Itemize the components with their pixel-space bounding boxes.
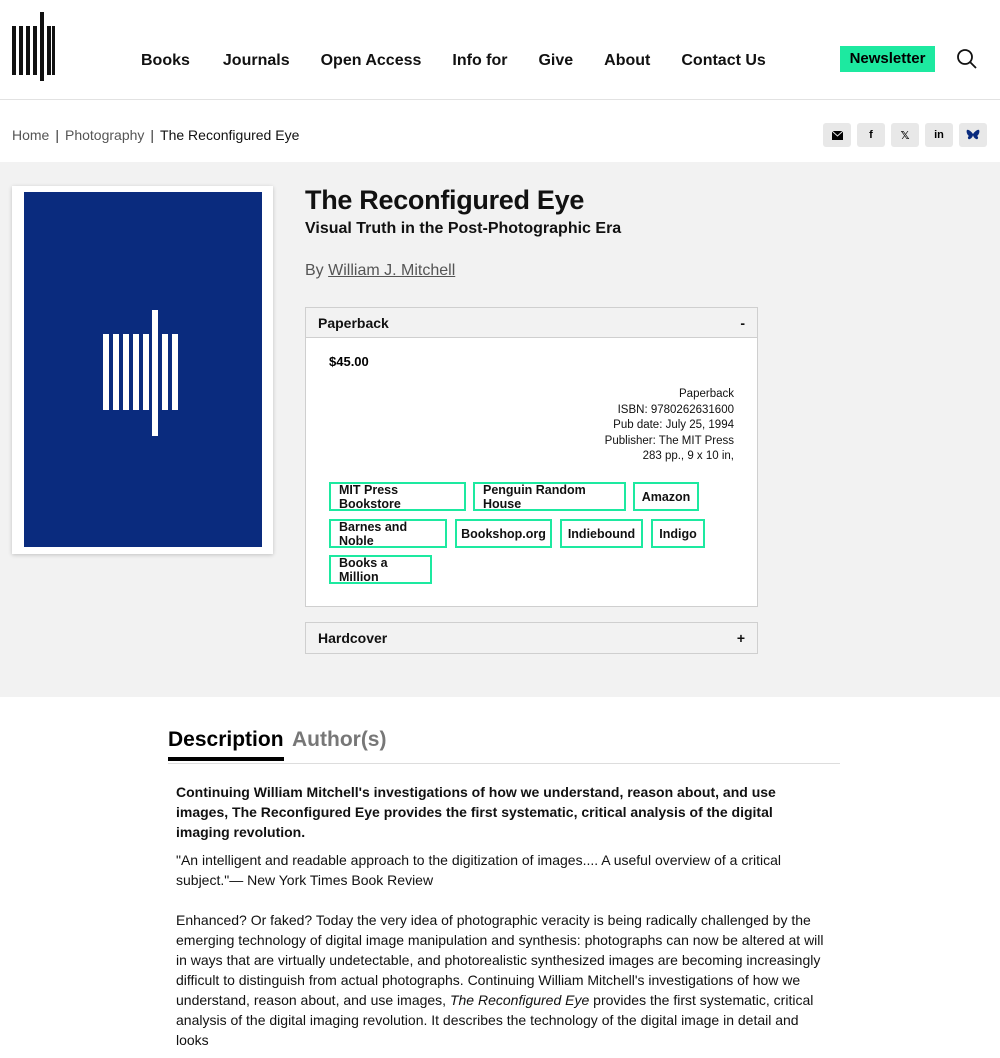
book-title: The Reconfigured Eye: [305, 185, 585, 215]
paperback-header[interactable]: [306, 308, 757, 338]
description-body: [176, 782, 826, 1058]
author-link[interactable]: William J. Mitchell: [328, 262, 456, 279]
content-tabs: [168, 728, 840, 764]
linkedin-icon[interactable]: in: [925, 123, 953, 147]
paperback-label: Paperback: [318, 314, 389, 331]
nav-open-access[interactable]: Open Access: [320, 52, 422, 69]
search-icon[interactable]: [956, 48, 978, 70]
hardcover-accordion: [305, 622, 758, 654]
nav-info-for[interactable]: Info for: [452, 52, 508, 69]
mit-press-logo[interactable]: [12, 12, 56, 82]
byline-prefix: By: [305, 262, 324, 279]
newsletter-button[interactable]: Newsletter: [840, 46, 935, 72]
breadcrumb-home[interactable]: Home: [12, 127, 50, 143]
retailer-indiebound[interactable]: Indiebound: [560, 519, 643, 548]
breadcrumb-current: The Reconfigured Eye: [160, 127, 300, 143]
retailer-barnes-and-noble[interactable]: Barnes and Noble: [329, 519, 447, 548]
tab-authors[interactable]: Author(s): [292, 728, 387, 751]
retailer-amazon[interactable]: Amazon: [633, 482, 699, 511]
breadcrumb-separator: |: [55, 127, 59, 143]
bluesky-icon[interactable]: [959, 123, 987, 147]
main-nav: [141, 52, 797, 70]
nav-contact-us[interactable]: Contact Us: [681, 52, 766, 69]
description-lead: Continuing William Mitchell's investigations of how we understand, reason about, and use images, The Reconfigured Eye provides the first systematic, critical analysis of the digital imaging revolution.: [176, 784, 776, 840]
nav-give[interactable]: Give: [538, 52, 574, 69]
detail-isbn: ISBN: 9780262631600: [617, 403, 734, 416]
book-details: [605, 387, 734, 465]
breadcrumb-photography[interactable]: Photography: [65, 127, 145, 143]
detail-pub-date: Pub date: July 25, 1994: [613, 419, 734, 431]
detail-publisher: Publisher: The MIT Press: [604, 434, 734, 447]
detail-pages: 283 pp., 9 x 10 in,: [642, 450, 734, 462]
collapse-toggle[interactable]: -: [740, 314, 745, 331]
retailer-books-a-million[interactable]: Books a Million: [329, 555, 432, 584]
nav-about[interactable]: About: [604, 52, 651, 69]
nav-books[interactable]: Books: [141, 52, 190, 69]
detail-format: Paperback: [679, 388, 734, 400]
book-subtitle: Visual Truth in the Post-Photographic Era: [305, 220, 622, 237]
paperback-accordion: [305, 307, 758, 607]
site-header: [0, 0, 1000, 100]
byline: [305, 262, 455, 280]
breadcrumb: [12, 127, 299, 143]
x-icon[interactable]: 𝕏: [891, 123, 919, 147]
retailer-indigo[interactable]: Indigo: [651, 519, 705, 548]
breadcrumb-separator: |: [150, 127, 155, 143]
email-icon[interactable]: [823, 123, 851, 147]
expand-toggle[interactable]: +: [736, 630, 745, 646]
description-paragraph: Enhanced? Or faked? Today the very idea of photographic veracity is being radically challenged by the emerging technology of digital image manipulation and synthesis: photographs can now be altered at will in ways that are virtually undetectable, and photorealistic synthesized images are becoming increasingly difficult to distinguish from actual photographs. Continuing William Mitchell's investigations of how we understand, reason about, and use images, The Reconfigured Eye provides the first systematic, critical analysis of the digital imaging revolution. It describes the technology of the digital image in detail and looks: [176, 912, 824, 1048]
hardcover-label: Hardcover: [318, 630, 388, 646]
retailer-penguin-random-house[interactable]: Penguin Random House: [473, 482, 626, 511]
facebook-icon[interactable]: f: [857, 123, 885, 147]
share-buttons: [823, 123, 987, 147]
book-cover: [12, 186, 273, 554]
price: $45.00: [329, 354, 369, 369]
hardcover-header[interactable]: [306, 623, 757, 653]
nav-journals[interactable]: Journals: [222, 52, 290, 69]
review-quote: "An intelligent and readable approach to the digitization of images.... A useful overview of a critical subject."— New York Times Book Review: [176, 852, 781, 888]
retailer-mit-press-bookstore[interactable]: MIT Press Bookstore: [329, 482, 466, 511]
tab-description[interactable]: Description: [168, 728, 284, 761]
retailer-bookshop-org[interactable]: Bookshop.org: [455, 519, 552, 548]
book-cover-image: [24, 192, 262, 547]
